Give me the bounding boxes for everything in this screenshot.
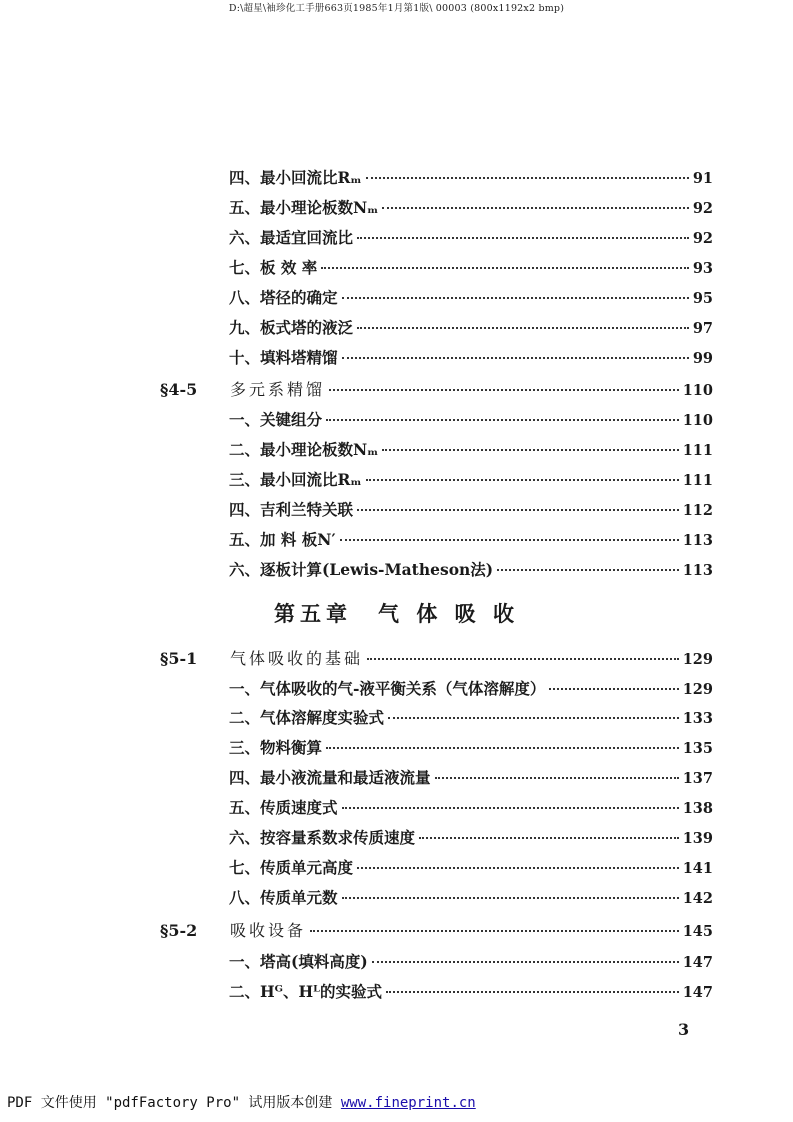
pdf-footer (7, 1092, 476, 1112)
section-page: 145 (682, 923, 713, 940)
toc-entry-page: 129 (682, 681, 713, 698)
toc-entry-page: 95 (692, 290, 713, 307)
toc-entry-label: 四、吉利兰特关联 (229, 500, 354, 519)
toc-entry[interactable] (229, 796, 713, 820)
toc-entry-page: 147 (682, 984, 713, 1001)
toc-entry[interactable] (229, 886, 713, 910)
toc-entry-page: 92 (692, 230, 713, 247)
toc-entry-label: 一、关键组分 (229, 410, 323, 429)
leader-dots (326, 419, 679, 421)
toc-entry-label: 一、气体吸收的气-液平衡关系（气体溶解度） (229, 679, 546, 698)
leader-dots (372, 961, 679, 963)
toc-entry-page: 139 (682, 830, 713, 847)
toc-entry-label: 二、Hᴳ、Hᴸ的实验式 (229, 982, 382, 1001)
leader-dots (342, 807, 679, 809)
toc-entry-page: 112 (682, 502, 713, 519)
leader-dots (366, 479, 679, 481)
toc-entry-page: 113 (682, 562, 713, 579)
toc-entry-page: 142 (682, 890, 713, 907)
toc-entry-page: 111 (682, 442, 713, 459)
toc-entry[interactable] (229, 316, 713, 340)
footer-text: PDF 文件使用 "pdfFactory Pro" 试用版本创建 (7, 1095, 341, 1111)
toc-entry[interactable] (229, 256, 713, 280)
toc-entry[interactable] (229, 166, 713, 190)
leader-dots (342, 357, 689, 359)
toc-entry[interactable] (229, 766, 713, 790)
toc-entry[interactable] (229, 498, 713, 522)
toc-entry-label: 六、逐板计算(Lewis-Matheson法) (229, 560, 494, 579)
toc-entry-page: 91 (692, 170, 713, 187)
toc-entry-label: 九、板式塔的液泛 (229, 318, 354, 337)
toc-entry-page: 113 (682, 532, 713, 549)
toc-entry-label: 四、最小回流比Rₘ (229, 168, 362, 187)
toc-entry[interactable] (229, 438, 713, 462)
leader-dots (357, 327, 689, 329)
section-number: §5-1 (160, 649, 198, 668)
toc-entry-label: 十、填料塔精馏 (229, 348, 338, 367)
toc-entry[interactable] (229, 196, 713, 220)
toc-entry-label: 二、气体溶解度实验式 (229, 708, 385, 727)
leader-dots (382, 207, 688, 209)
toc-entry-page: 93 (692, 260, 713, 277)
toc-entry[interactable] (229, 950, 713, 974)
leader-dots (329, 389, 679, 391)
leader-dots (357, 237, 689, 239)
toc-entry-label: 一、塔高(填料高度) (229, 952, 368, 971)
toc-entry-label: 五、传质速度式 (229, 798, 338, 817)
leader-dots (310, 930, 679, 932)
leader-dots (342, 297, 689, 299)
toc-entry-page: 141 (682, 860, 713, 877)
toc-entry-page: 110 (682, 412, 713, 429)
toc-entry[interactable] (229, 980, 713, 1004)
toc-section[interactable] (160, 378, 713, 402)
toc-entry-page: 111 (682, 472, 713, 489)
toc-entry-label: 五、加 料 板N′ (229, 530, 336, 549)
toc-entry-label: 六、按容量系数求传质速度 (229, 828, 416, 847)
toc-entry-label: 七、传质单元高度 (229, 858, 354, 877)
toc-entry[interactable] (229, 408, 713, 432)
page-number: 3 (678, 1020, 690, 1039)
leader-dots (388, 717, 679, 719)
leader-dots (366, 177, 689, 179)
toc-entry[interactable] (229, 558, 713, 582)
leader-dots (326, 747, 679, 749)
toc-entry-page: 137 (682, 770, 713, 787)
toc-entry-page: 135 (682, 740, 713, 757)
toc-entry[interactable] (229, 736, 713, 760)
leader-dots (435, 777, 679, 779)
section-label: 气体吸收的基础 (230, 649, 364, 668)
chapter-title: 第五章 气 体 吸 收 (274, 602, 519, 626)
section-page: 110 (682, 382, 713, 399)
toc-entry-label: 四、最小液流量和最适液流量 (229, 768, 431, 787)
leader-dots (357, 867, 679, 869)
toc-entry[interactable] (229, 677, 713, 701)
toc-entry-page: 138 (682, 800, 713, 817)
toc-entry[interactable] (229, 468, 713, 492)
leader-dots (497, 569, 679, 571)
section-number: §5-2 (160, 921, 198, 940)
leader-dots (342, 897, 679, 899)
toc-entry-label: 八、塔径的确定 (229, 288, 338, 307)
toc-entry-page: 97 (692, 320, 713, 337)
section-label: 多元系精馏 (230, 380, 326, 399)
toc-entry-label: 七、板 效 率 (229, 258, 318, 277)
leader-dots (386, 991, 679, 993)
toc-section[interactable] (160, 919, 713, 943)
toc-entry[interactable] (229, 346, 713, 370)
leader-dots (549, 688, 678, 690)
toc-entry-page: 99 (692, 350, 713, 367)
toc-entry[interactable] (229, 706, 713, 730)
toc-entry-label: 六、最适宜回流比 (229, 228, 354, 247)
leader-dots (340, 539, 679, 541)
leader-dots (321, 267, 689, 269)
toc-entry[interactable] (229, 826, 713, 850)
toc-entry-label: 八、传质单元数 (229, 888, 338, 907)
section-page: 129 (682, 651, 713, 668)
toc-entry[interactable] (229, 856, 713, 880)
toc-entry-label: 三、物料衡算 (229, 738, 323, 757)
leader-dots (367, 658, 679, 660)
toc-entry[interactable] (229, 226, 713, 250)
footer-link[interactable]: www.fineprint.cn (340, 1095, 476, 1111)
toc-entry[interactable] (229, 528, 713, 552)
toc-entry-page: 133 (682, 710, 713, 727)
toc-entry-page: 92 (692, 200, 713, 217)
section-label: 吸收设备 (230, 921, 307, 940)
section-number: §4-5 (160, 380, 198, 399)
toc-section[interactable] (160, 647, 713, 671)
leader-dots (357, 509, 679, 511)
leader-dots (419, 837, 679, 839)
toc-entry-page: 147 (682, 954, 713, 971)
toc-entry[interactable] (229, 286, 713, 310)
toc-entry-label: 三、最小回流比Rₘ (229, 470, 362, 489)
toc-entry-label: 二、最小理论板数Nₘ (229, 440, 379, 459)
leader-dots (382, 449, 678, 451)
toc-entry-label: 五、最小理论板数Nₘ (229, 198, 379, 217)
file-path-header: D:\超星\袖珍化工手册663页1985年1月第1版\ 00003 (800x1192x2 bmp) (228, 3, 565, 14)
